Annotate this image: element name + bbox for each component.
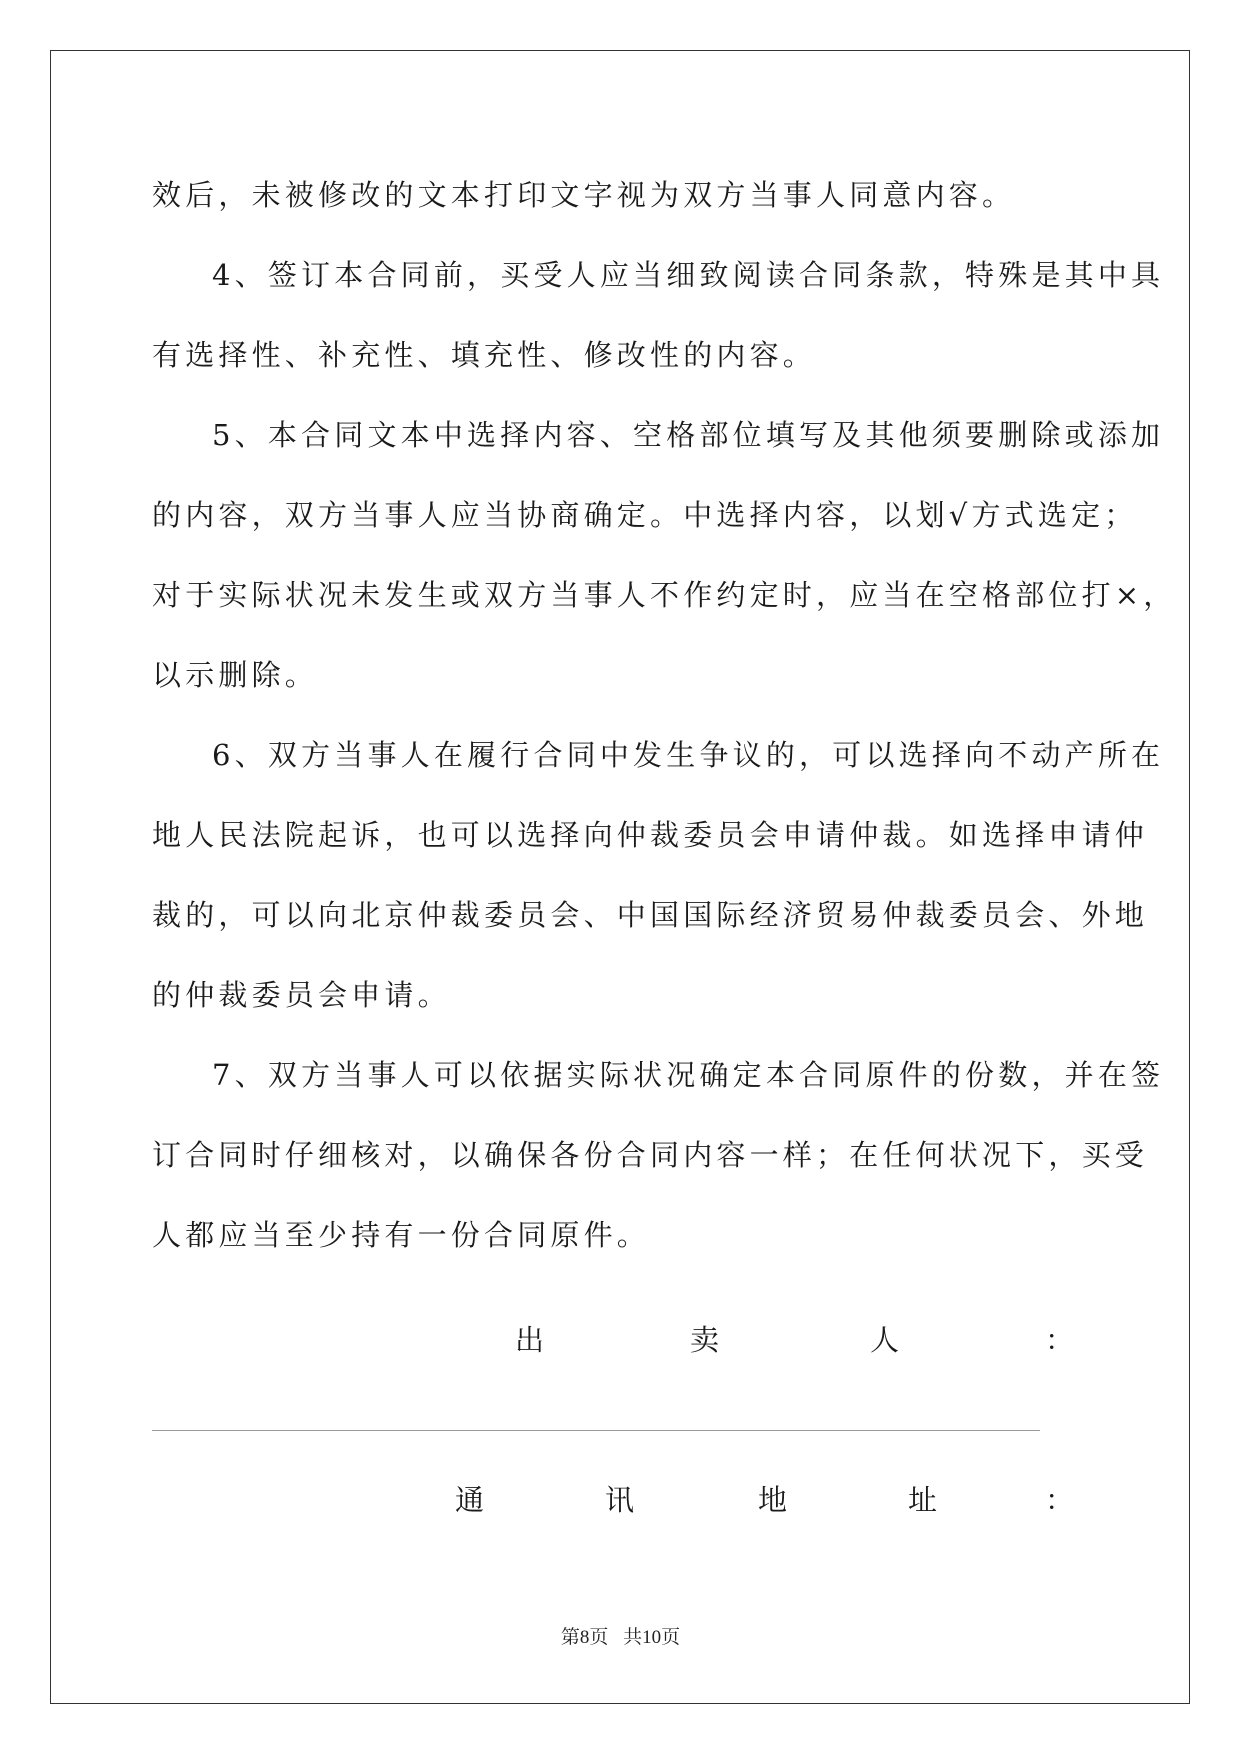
text-line: 订合同时仔细核对，以确保各份合同内容一样；在任何状况下，买受 [152, 1138, 1149, 1172]
seller-label-colon: ： [1045, 1323, 1075, 1357]
seller-label-char: 卖 [690, 1323, 720, 1357]
text-line: 地人民法院起诉，也可以选择向仲裁委员会申请仲裁。如选择申请仲 [152, 818, 1149, 852]
address-label-char: 通 [455, 1483, 485, 1517]
text-line: 7、双方当事人可以依据实际状况确定本合同原件的份数，并在签 [212, 1058, 1165, 1092]
text-line: 的内容，双方当事人应当协商确定。中选择内容，以划√方式选定； [152, 498, 1138, 532]
text-line: 人都应当至少持有一份合同原件。 [152, 1218, 651, 1252]
text-line: 对于实际状况未发生或双方当事人不作约定时，应当在空格部位打×， [152, 578, 1177, 612]
address-label-char: 址 [908, 1483, 938, 1517]
text-line: 有选择性、补充性、填充性、修改性的内容。 [152, 338, 817, 372]
text-line: 6、双方当事人在履行合同中发生争议的，可以选择向不动产所在 [212, 738, 1165, 772]
page-footer [0, 1622, 1241, 1649]
seller-label-char: 出 [515, 1323, 545, 1357]
page-frame [50, 50, 1190, 1704]
text-line: 以示删除。 [152, 658, 319, 692]
page-number-total: 共10页 [623, 1627, 681, 1648]
address-label-char: 地 [758, 1483, 788, 1517]
text-line: 裁的，可以向北京仲裁委员会、中国国际经济贸易仲裁委员会、外地 [152, 898, 1149, 932]
seller-label-char: 人 [870, 1323, 900, 1357]
text-line: 5、本合同文本中选择内容、空格部位填写及其他须要删除或添加 [212, 418, 1165, 452]
address-label-char: 讯 [605, 1483, 635, 1517]
text-line: 4、签订本合同前，买受人应当细致阅读合同条款，特殊是其中具 [212, 258, 1165, 292]
address-label-colon: ： [1045, 1483, 1075, 1517]
text-line: 的仲裁委员会申请。 [152, 978, 451, 1012]
page-number-current: 第8页 [560, 1627, 609, 1648]
signature-blank-line [152, 1430, 1040, 1431]
text-line: 效后，未被修改的文本打印文字视为双方当事人同意内容。 [152, 178, 1016, 212]
